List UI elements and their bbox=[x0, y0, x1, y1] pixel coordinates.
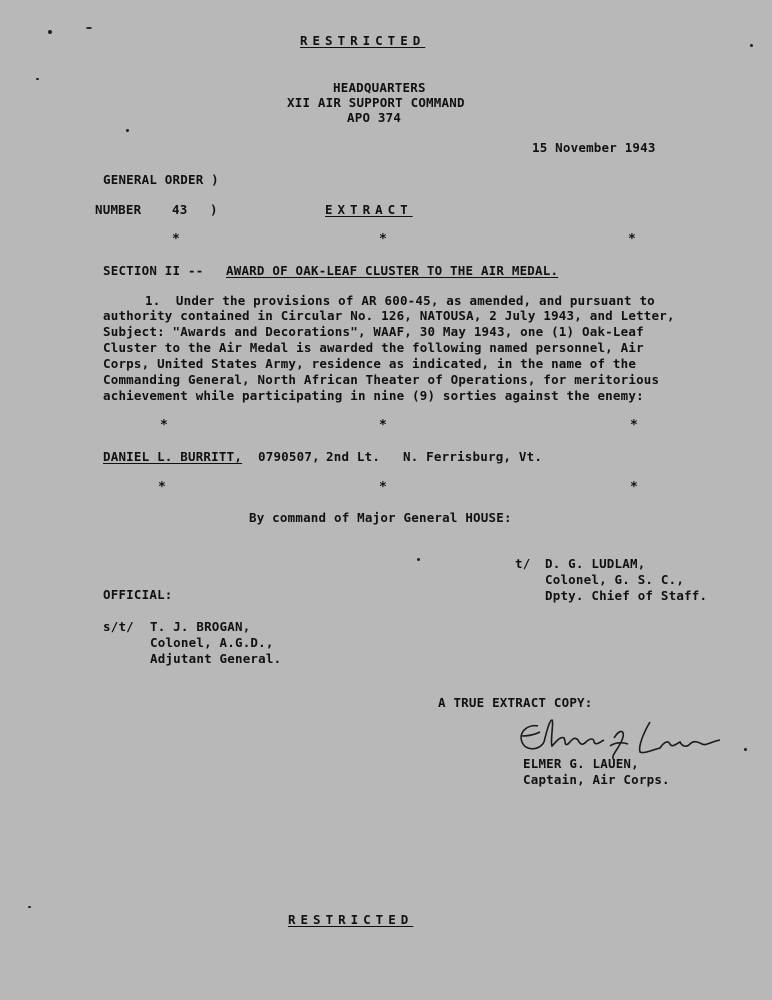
signer-title: Dpty. Chief of Staff. bbox=[545, 588, 708, 603]
paragraph-line-7: achievement while participating in nine (9) sorties against the enemy: bbox=[103, 388, 644, 403]
official-prefix: s/t/ bbox=[103, 619, 134, 634]
scan-speck bbox=[48, 30, 52, 34]
signer-name: D. G. LUDLAM, bbox=[545, 556, 646, 571]
command-line: XII AIR SUPPORT COMMAND bbox=[287, 95, 465, 110]
recipient-name: DANIEL L. BURRITT, bbox=[103, 449, 243, 464]
order-date: 15 November 1943 bbox=[532, 140, 656, 155]
separator-asterisk: * bbox=[158, 480, 166, 495]
paragraph-line-4: Cluster to the Air Medal is awarded the following named personnel, Air bbox=[103, 340, 644, 355]
recipient-rank: 2nd Lt. bbox=[326, 449, 381, 464]
paragraph-line-6: Commanding General, North African Theater of Operations, for meritorious bbox=[103, 372, 660, 387]
section-label: SECTION II -- bbox=[103, 263, 204, 278]
apo-line: APO 374 bbox=[347, 110, 402, 125]
general-order-label: GENERAL ORDER ) bbox=[103, 172, 219, 187]
separator-asterisk: * bbox=[172, 232, 180, 247]
scan-speck bbox=[36, 78, 39, 80]
extract-title: EXTRACT bbox=[325, 202, 413, 217]
separator-asterisk: * bbox=[379, 232, 387, 247]
scan-speck bbox=[126, 129, 129, 132]
headquarters-line: HEADQUARTERS bbox=[333, 80, 426, 95]
scan-speck bbox=[417, 558, 420, 561]
separator-asterisk: * bbox=[379, 418, 387, 433]
separator-asterisk: * bbox=[379, 480, 387, 495]
certifier-name: ELMER G. LAUEN, bbox=[523, 756, 639, 771]
scan-speck bbox=[750, 44, 753, 47]
paragraph-line-5: Corps, United States Army, residence as indicated, in the name of the bbox=[103, 356, 637, 371]
recipient-serial: 0790507, bbox=[258, 449, 320, 464]
separator-asterisk: * bbox=[630, 418, 638, 433]
handwritten-signature bbox=[510, 712, 730, 762]
separator-asterisk: * bbox=[160, 418, 168, 433]
certifier-title: Captain, Air Corps. bbox=[523, 772, 670, 787]
true-extract-label: A TRUE EXTRACT COPY: bbox=[438, 695, 593, 710]
official-label: OFFICIAL: bbox=[103, 587, 173, 602]
signer-rank: Colonel, G. S. C., bbox=[545, 572, 685, 587]
scan-speck bbox=[86, 27, 92, 29]
official-title: Adjutant General. bbox=[150, 651, 282, 666]
number-value: 43 bbox=[172, 202, 188, 217]
number-label: NUMBER bbox=[95, 202, 142, 217]
paragraph-line-2: authority contained in Circular No. 126, NATOUSA, 2 July 1943, and Letter, bbox=[103, 308, 675, 323]
official-rank: Colonel, A.G.D., bbox=[150, 635, 274, 650]
by-command-line: By command of Major General HOUSE: bbox=[249, 510, 512, 525]
separator-asterisk: * bbox=[630, 480, 638, 495]
official-name: T. J. BROGAN, bbox=[150, 619, 251, 634]
recipient-residence: N. Ferrisburg, Vt. bbox=[403, 449, 543, 464]
number-paren: ) bbox=[210, 202, 218, 217]
paragraph-line-1: 1. Under the provisions of AR 600-45, as amended, and pursuant to bbox=[145, 293, 655, 308]
restricted-header: RESTRICTED bbox=[300, 33, 426, 48]
paragraph-line-3: Subject: "Awards and Decorations", WAAF, 30 May 1943, one (1) Oak-Leaf bbox=[103, 324, 644, 339]
scan-speck bbox=[744, 748, 747, 751]
signer-prefix: t/ bbox=[515, 556, 531, 571]
section-title: AWARD OF OAK-LEAF CLUSTER TO THE AIR MEDAL. bbox=[226, 263, 559, 278]
scan-speck bbox=[28, 906, 31, 908]
separator-asterisk: * bbox=[628, 232, 636, 247]
restricted-footer: RESTRICTED bbox=[288, 912, 414, 927]
